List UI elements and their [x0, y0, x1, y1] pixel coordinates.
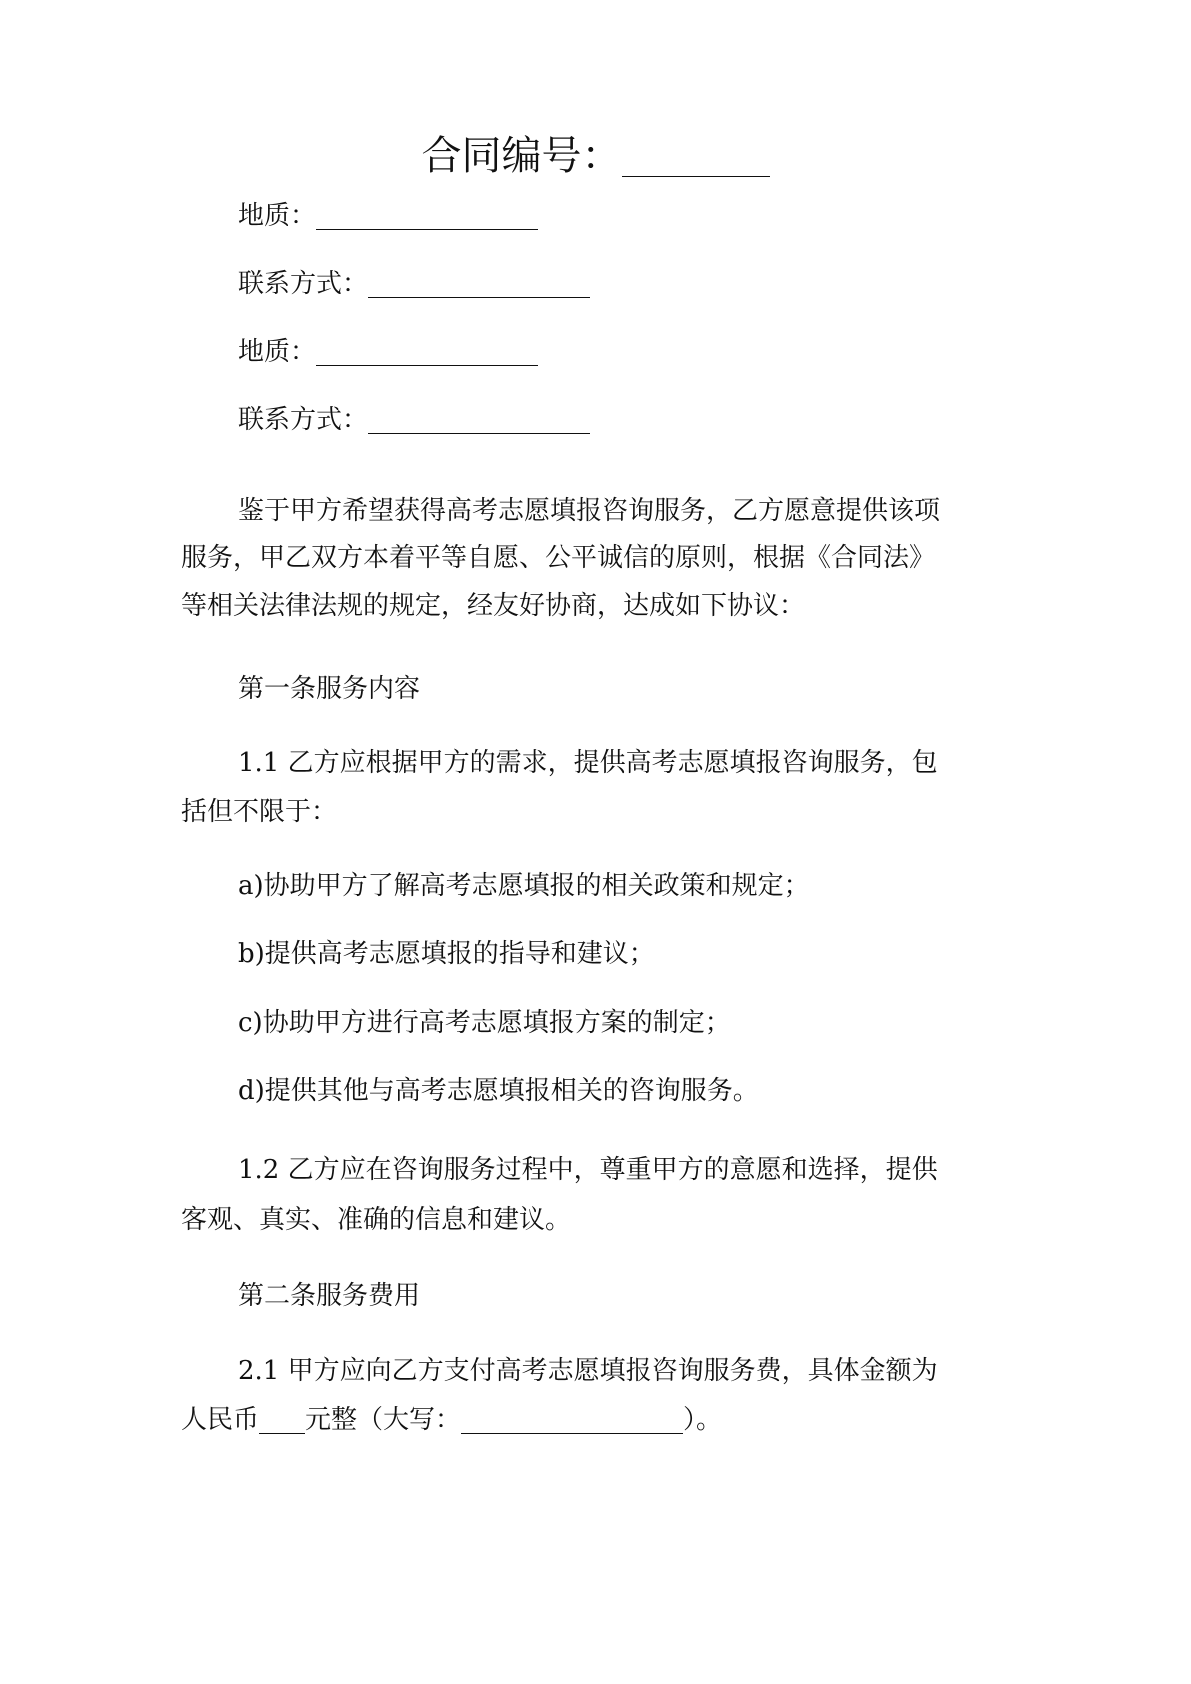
party-b-contact: 联系方式： [238, 403, 590, 437]
clause-2-1-line-1: 2.1 甲方应向乙方支付高考志愿填报咨询服务费，具体金额为 [238, 1356, 938, 1386]
party-a-address: 地质： [238, 199, 538, 233]
contract-number-title [0, 128, 1191, 184]
preamble-line-2: 服务，甲乙双方本着平等自愿、公平诚信的原则，根据《合同法》 [181, 543, 936, 573]
clause-1-2-line-2: 客观、真实、准确的信息和建议。 [181, 1205, 572, 1235]
preamble-line-1: 鉴于甲方希望获得高考志愿填报咨询服务，乙方愿意提供该项 [238, 496, 941, 526]
party-b-address: 地质： [238, 335, 538, 369]
party-a-address-blank [316, 201, 538, 230]
article-2-heading: 第二条服务费用 [238, 1281, 421, 1311]
clause-1-1-line-2: 括但不限于： [181, 797, 338, 827]
title-label: 合同编号： [421, 133, 622, 179]
party-a-contact: 联系方式： [238, 267, 590, 301]
party-b-address-blank [316, 337, 538, 366]
clause-1-1-line-1: 1.1 乙方应根据甲方的需求，提供高考志愿填报咨询服务，包 [238, 748, 938, 778]
item-b: b)提供高考志愿填报的指导和建议； [238, 939, 655, 969]
item-d: d)提供其他与高考志愿填报相关的咨询服务。 [238, 1076, 759, 1106]
item-a: a)协助甲方了解高考志愿填报的相关政策和规定； [238, 871, 810, 901]
party-b-contact-blank [368, 405, 590, 434]
amount-blank [259, 1405, 305, 1434]
party-a-contact-blank [368, 269, 590, 298]
item-c: c)协助甲方进行高考志愿填报方案的制定； [238, 1008, 731, 1038]
article-1-heading: 第一条服务内容 [238, 674, 421, 704]
amount-in-words-blank [461, 1405, 683, 1434]
clause-1-2-line-1: 1.2 乙方应在咨询服务过程中，尊重甲方的意愿和选择，提供 [238, 1155, 938, 1185]
preamble-line-3: 等相关法律法规的规定，经友好协商，达成如下协议： [181, 591, 806, 621]
clause-2-1-line-2: 人民币 元整（大写： ）。 [181, 1405, 723, 1435]
contract-number-blank [622, 136, 770, 177]
